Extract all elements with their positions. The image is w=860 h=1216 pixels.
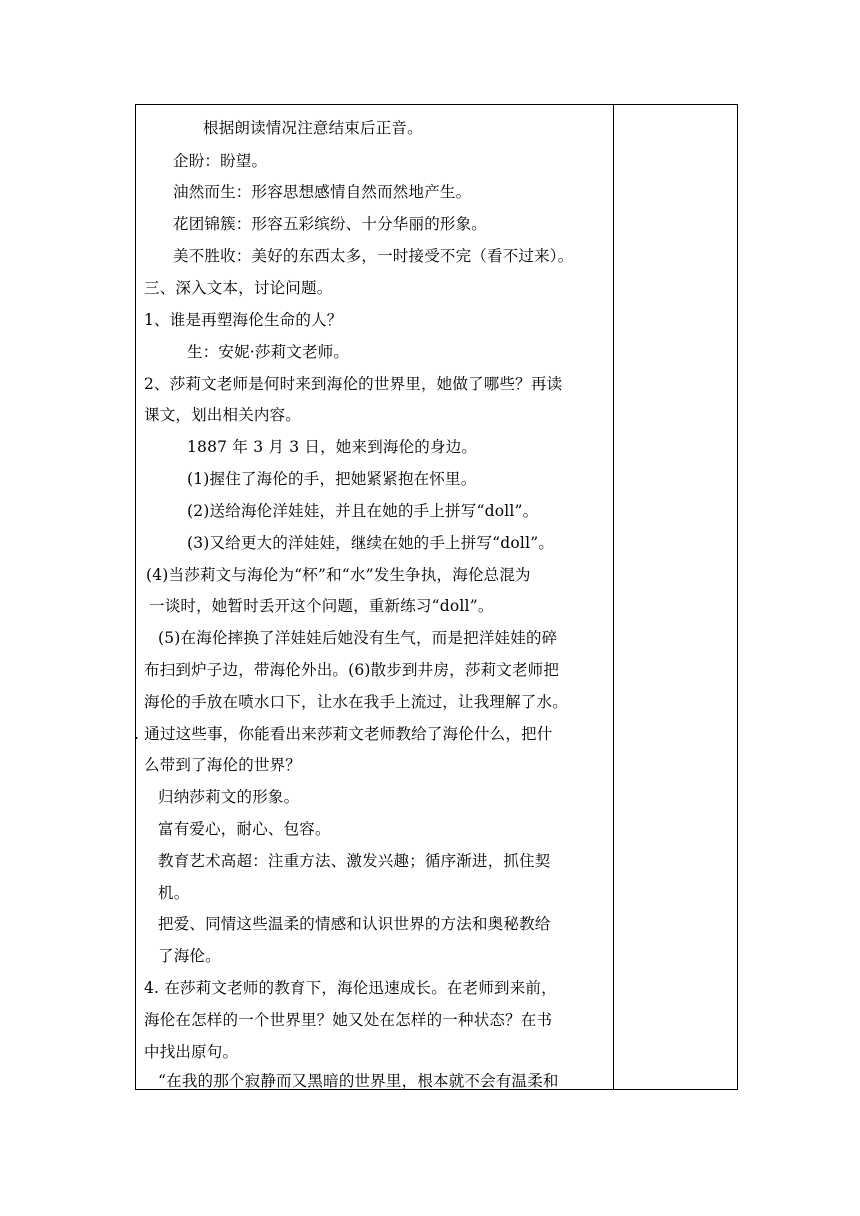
text-line: (3)又给更大的洋娃娃，继续在她的手上拼写“doll”。 bbox=[187, 534, 555, 552]
text-line: 花团锦簇：形容五彩缤纷、十分华丽的形象。 bbox=[173, 215, 488, 233]
text-line: 根据朗读情况注意结束后正音。 bbox=[203, 119, 423, 137]
text-line: 归纳莎莉文的形象。 bbox=[158, 788, 300, 806]
question-line: . 通过这些事，你能看出来莎莉文老师教给了海伦什么，把什 bbox=[134, 725, 553, 743]
question-line: 么带到了海伦的世界？ bbox=[144, 756, 302, 774]
text-line: (1)握住了海伦的手，把她紧紧抱在怀里。 bbox=[187, 470, 477, 488]
text-line: (4)当莎莉文与海伦为“杯”和“水”发生争执，海伦总混为 bbox=[146, 566, 531, 584]
question-line: 海伦在怎样的一个世界里？她又处在怎样的一种状态？在书 bbox=[144, 1011, 553, 1029]
question-line: 1、谁是再塑海伦生命的人？ bbox=[144, 311, 343, 329]
section-heading: 三、深入文本，讨论问题。 bbox=[144, 279, 333, 297]
text-line: 了海伦。 bbox=[158, 947, 221, 965]
text-line: 美不胜收：美好的东西太多，一时接受不完（看不过来）。 bbox=[173, 247, 574, 265]
text-line: 生：安妮·莎莉文老师。 bbox=[187, 343, 350, 361]
quote-line: “在我的那个寂静而又黑暗的世界里，根本就不会有温柔和 bbox=[158, 1072, 559, 1090]
text-line: 海伦的手放在喷水口下，让水在我手上流过，让我理解了水。 bbox=[144, 693, 568, 711]
question-line: 2、莎莉文老师是何时来到海伦的世界里，她做了哪些？再读 bbox=[144, 375, 563, 393]
text-line: 1887 年 3 月 3 日，她来到海伦的身边。 bbox=[187, 438, 478, 456]
lesson-table bbox=[135, 104, 738, 1090]
text-line: (2)送给海伦洋娃娃，并且在她的手上拼写“doll”。 bbox=[187, 502, 539, 520]
lesson-content-cell bbox=[136, 105, 613, 1089]
text-line: 富有爱心，耐心、包容。 bbox=[158, 820, 331, 838]
notes-cell bbox=[614, 105, 737, 1089]
text-line: 企盼：盼望。 bbox=[173, 152, 268, 170]
text-line: 教育艺术高超：注重方法、激发兴趣；循序渐进，抓住契 bbox=[158, 852, 551, 870]
text-line: (5)在海伦摔换了洋娃娃后她没有生气，而是把洋娃娃的碎 bbox=[158, 629, 558, 647]
question-line: 中找出原句。 bbox=[144, 1043, 239, 1061]
text-line: 油然而生：形容思想感情自然而然地产生。 bbox=[173, 183, 472, 201]
text-line: 布扫到炉子边，带海伦外出。(6)散步到井房，莎莉文老师把 bbox=[144, 661, 560, 679]
text-line: 一谈时，她暂时丢开这个问题，重新练习“doll”。 bbox=[149, 597, 494, 615]
text-line: 把爱、同情这些温柔的情感和认识世界的方法和奥秘教给 bbox=[158, 915, 551, 933]
question-line: 4. 在莎莉文老师的教育下，海伦迅速成长。在老师到来前， bbox=[144, 979, 557, 997]
question-line: 课文，划出相关内容。 bbox=[144, 406, 302, 424]
text-line: 机。 bbox=[158, 884, 190, 902]
